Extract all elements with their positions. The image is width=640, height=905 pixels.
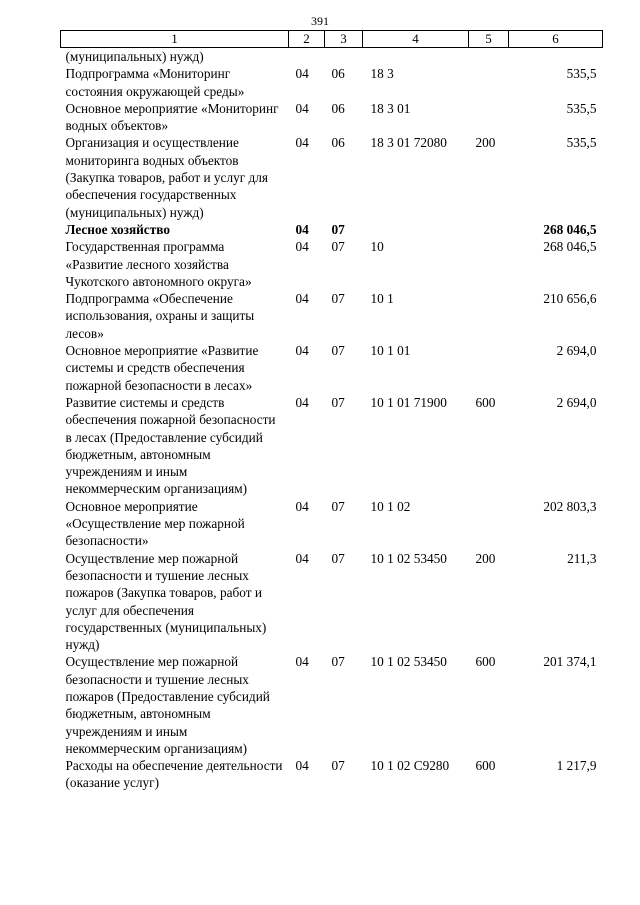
row-name: Государственная программа «Развитие лесного хозяйства Чукотского автономного округа» bbox=[65, 239, 252, 289]
row-subsection: 07 bbox=[331, 498, 345, 514]
row-section: 04 bbox=[295, 394, 309, 410]
row-section: 04 bbox=[295, 343, 309, 359]
row-section bbox=[289, 48, 325, 66]
row-name: Подпрограмма «Обеспечение использования, охраны и защиты лесов» bbox=[65, 291, 255, 341]
row-subsection: 06 bbox=[331, 135, 345, 151]
table-row bbox=[61, 290, 603, 342]
row-amount: 202 803,3 bbox=[543, 498, 597, 514]
row-target-code: 10 1 02 53450 bbox=[370, 654, 447, 670]
row-name: Основное мероприятие «Осуществление мер пожарной безопасности» bbox=[65, 498, 245, 549]
row-expense-type: 600 bbox=[475, 758, 496, 774]
row-name: Организация и осуществление мониторинга водных объектов (Закупка товаров, работ и услуг для обеспечения государственных (муниципальных) нужд) bbox=[65, 135, 269, 220]
table-row bbox=[61, 342, 603, 394]
header-col-section: 2 bbox=[289, 31, 325, 48]
table-row bbox=[61, 48, 603, 66]
row-target-code: 10 1 bbox=[370, 291, 394, 307]
row-amount: 201 374,1 bbox=[543, 654, 597, 670]
row-subsection: 07 bbox=[331, 239, 345, 255]
row-name: Лесное хозяйство bbox=[65, 221, 170, 237]
row-amount: 535,5 bbox=[566, 66, 597, 82]
header-col-subsection: 3 bbox=[325, 31, 363, 48]
row-name: Подпрограмма «Мониторинг состояния окружающей среды» bbox=[65, 66, 245, 99]
table-row bbox=[61, 498, 603, 550]
row-target-code: 10 1 01 bbox=[370, 343, 411, 359]
row-target-code: 10 1 01 71900 bbox=[370, 394, 447, 410]
row-section: 04 bbox=[295, 239, 309, 255]
row-name: Развитие системы и средств обеспечения пожарной безопасности в лесах (Предоставление субсидий бюджетным, автономным учреждениям и иным некоммерческим организациям) bbox=[65, 394, 276, 497]
row-subsection bbox=[325, 48, 363, 66]
row-name: Осуществление мер пожарной безопасности и тушение лесных пожаров (Закупка товаров, работ и услуг для обеспечения государственных (муниципальных) нужд) bbox=[65, 550, 267, 653]
row-target-code: 18 3 01 72080 bbox=[370, 135, 447, 151]
row-expense-type bbox=[469, 221, 509, 238]
row-amount: 535,5 bbox=[566, 135, 597, 151]
row-section: 04 bbox=[295, 221, 309, 237]
row-target-code: 18 3 01 bbox=[370, 100, 411, 116]
row-name: Основное мероприятие «Развитие системы и средств обеспечения пожарной безопасности в лесах» bbox=[65, 343, 259, 393]
header-col-name: 1 bbox=[61, 31, 289, 48]
table-row bbox=[61, 550, 603, 654]
row-amount: 1 217,9 bbox=[556, 758, 597, 774]
row-name: Расходы на обеспечение деятельности (оказание услуг) bbox=[65, 758, 283, 791]
table-row bbox=[61, 238, 603, 290]
budget-table bbox=[60, 30, 603, 792]
row-expense-type bbox=[469, 65, 509, 100]
row-amount: 268 046,5 bbox=[543, 221, 597, 237]
row-amount: 2 694,0 bbox=[556, 394, 597, 410]
row-section: 04 bbox=[295, 758, 309, 774]
row-section: 04 bbox=[295, 100, 309, 116]
page-number: 391 bbox=[311, 14, 329, 28]
header-col-type: 5 bbox=[469, 31, 509, 48]
row-name: Осуществление мер пожарной безопасности и тушение лесных пожаров (Предоставление субсидий бюджетным, автономным учреждениям и иным некоммерческим организациям) bbox=[65, 654, 270, 756]
row-amount: 210 656,6 bbox=[543, 291, 597, 307]
row-amount: 535,5 bbox=[566, 100, 597, 116]
row-expense-type bbox=[469, 342, 509, 394]
row-name: Основное мероприятие «Мониторинг водных объектов» bbox=[65, 100, 279, 134]
row-amount bbox=[509, 48, 603, 66]
row-target-code bbox=[363, 48, 469, 66]
row-amount: 2 694,0 bbox=[556, 343, 597, 359]
row-target-code: 10 bbox=[370, 239, 384, 255]
row-subsection: 07 bbox=[331, 654, 345, 670]
row-section: 04 bbox=[295, 498, 309, 514]
row-section: 04 bbox=[295, 654, 309, 670]
row-amount: 268 046,5 bbox=[543, 239, 597, 255]
table-body bbox=[61, 48, 603, 792]
header-col-amount: 6 bbox=[509, 31, 603, 48]
row-expense-type: 600 bbox=[475, 394, 496, 410]
row-target-code: 10 1 02 С9280 bbox=[370, 758, 450, 774]
table-row bbox=[61, 653, 603, 757]
table-row bbox=[61, 221, 603, 238]
row-expense-type bbox=[469, 290, 509, 342]
row-subsection: 07 bbox=[331, 291, 345, 307]
row-section: 04 bbox=[295, 291, 309, 307]
row-subsection: 06 bbox=[331, 66, 345, 82]
row-subsection: 06 bbox=[331, 100, 345, 116]
row-expense-type: 200 bbox=[475, 550, 496, 566]
table-row bbox=[61, 394, 603, 498]
row-expense-type: 200 bbox=[475, 135, 496, 151]
row-expense-type bbox=[469, 238, 509, 290]
row-section: 04 bbox=[295, 550, 309, 566]
row-name: (муниципальных) нужд) bbox=[65, 49, 204, 64]
row-target-code: 10 1 02 53450 bbox=[370, 550, 447, 566]
table-header-row bbox=[61, 31, 603, 48]
row-subsection: 07 bbox=[331, 550, 345, 566]
row-section: 04 bbox=[295, 66, 309, 82]
row-target-code bbox=[363, 221, 469, 238]
row-subsection: 07 bbox=[331, 343, 345, 359]
row-amount: 211,3 bbox=[567, 550, 597, 566]
row-subsection: 07 bbox=[331, 221, 345, 237]
row-subsection: 07 bbox=[331, 758, 345, 774]
table-row bbox=[61, 757, 603, 792]
table-row bbox=[61, 134, 603, 220]
table-row bbox=[61, 100, 603, 135]
table-row bbox=[61, 65, 603, 100]
row-expense-type bbox=[469, 48, 509, 66]
row-expense-type bbox=[469, 100, 509, 135]
row-expense-type bbox=[469, 498, 509, 550]
header-col-target: 4 bbox=[363, 31, 469, 48]
row-section: 04 bbox=[295, 135, 309, 151]
row-expense-type: 600 bbox=[475, 654, 496, 670]
row-target-code: 10 1 02 bbox=[370, 498, 411, 514]
row-target-code: 18 3 bbox=[370, 66, 394, 82]
row-subsection: 07 bbox=[331, 394, 345, 410]
